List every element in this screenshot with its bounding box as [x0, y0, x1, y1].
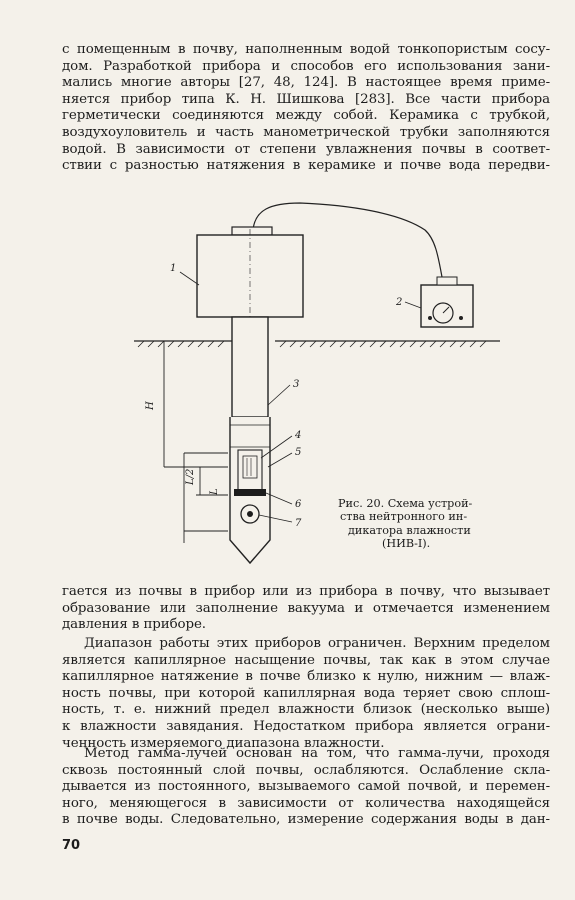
part-label-4: 4 — [295, 430, 302, 441]
text-line: к влажности завядания. Недостатком прибора является ограни- — [62, 718, 550, 734]
text-line: капиллярное натяжение в почве близко к нулю, нижним — влаж- — [62, 669, 550, 685]
part-label-6: 6 — [295, 499, 302, 510]
part-label-3: 3 — [293, 379, 300, 390]
shield-disc — [234, 489, 266, 496]
caption-line: ства нейтронного ин- — [340, 510, 468, 524]
text-line: Диапазон работы этих приборов ограничен. Верхним пределом — [84, 636, 550, 651]
text-line: образование или заполнение вакуума и отмечается изменением — [62, 600, 550, 616]
text-line: дывается из постоянного, вызываемого самой почвой, и перемен- — [62, 779, 550, 795]
part-label-5: 5 — [295, 447, 302, 458]
counter-unit — [421, 285, 473, 327]
dimension-lines — [158, 341, 228, 543]
text-line: водой. В зависимости от степени увлажнения почвы в соответ- — [62, 141, 550, 157]
part-label-1: 1 — [170, 263, 177, 274]
text-line: в почве воды. Следовательно, измерение содержания воды в дан- — [62, 812, 550, 828]
dimension-label-L: L — [209, 488, 220, 495]
counter-knob — [459, 316, 463, 320]
paragraph-2 — [62, 584, 550, 634]
text-line: воздухоуловитель и часть манометрической трубки заполняются — [62, 124, 550, 140]
page-number: 70 — [62, 838, 81, 853]
text-line: мались многие авторы [27, 48, 124]. В настоящее время приме- — [62, 75, 550, 91]
text-line: является капиллярное насыщение почвы, так как в этом случае — [62, 652, 550, 668]
paragraph-4 — [62, 746, 550, 829]
text-line: няется прибор типа К. Н. Шишкова [283]. Все части прибора — [62, 91, 550, 107]
text-line: ствии с разностью натяжения в керамике и почве вода передви- — [62, 158, 550, 174]
top-connector — [232, 227, 272, 235]
paragraph-1 — [62, 42, 550, 175]
text-line: ность, т. е. нижний предел влажности близок (несколько выше) — [62, 702, 550, 718]
text-line: сквозь постоянный слой почвы, ослабляются. Ослабление скла- — [62, 762, 550, 778]
caption-line: дикатора влажности — [348, 523, 471, 537]
caption-line: Рис. 20. Схема устрой- — [338, 497, 473, 510]
part-label-2: 2 — [396, 297, 403, 308]
access-tube — [232, 317, 268, 417]
ground-surface — [134, 341, 500, 347]
counter-handle — [437, 277, 457, 285]
caption-line: (НИВ-I). — [382, 537, 431, 551]
text-line: дом. Разработкой прибора и способов его использования зани- — [62, 58, 550, 74]
paragraph-3 — [62, 636, 550, 752]
dimension-label-H: H — [145, 401, 156, 410]
figure-caption — [338, 497, 486, 551]
text-line: гается из почвы в прибор или из прибора в почву, что вызывает — [62, 584, 550, 599]
text-line: давления в приборе. — [62, 617, 206, 633]
detector-assembly — [238, 450, 262, 490]
dimension-label-L2: L/2 — [185, 468, 196, 485]
text-line: ченность измеряемого диапазона влажности. — [62, 735, 385, 751]
text-line: ного, меняющегося в зависимости от количества находящейся — [62, 795, 550, 811]
text-line: Метод гамма-лучей основан на том, что гамма-лучи, проходя — [84, 746, 550, 761]
part-label-7: 7 — [295, 518, 302, 529]
text-line: герметически соединяются между собой. Керамика с трубкой, — [62, 108, 550, 124]
text-line: ность почвы, при которой капиллярная вода теряет свою сплош- — [62, 685, 550, 701]
text-line: с помещенным в почву, наполненным водой тонкопористым сосу- — [62, 42, 550, 57]
counter-knob — [428, 316, 432, 320]
